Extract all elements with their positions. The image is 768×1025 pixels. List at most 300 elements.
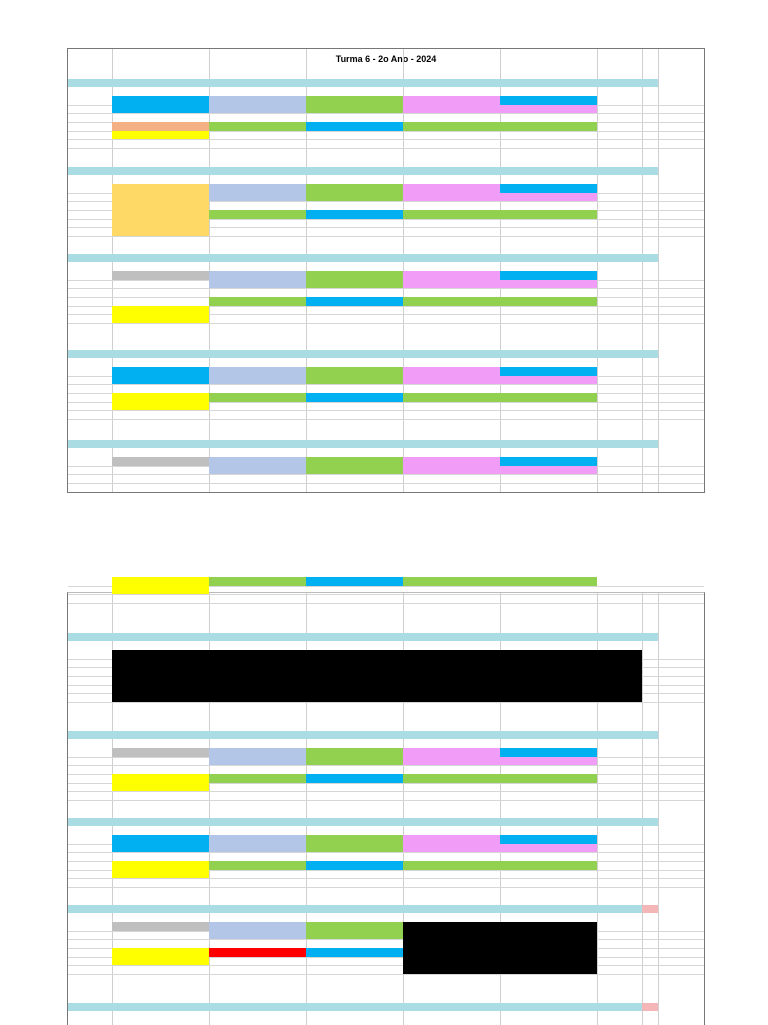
week-label bbox=[68, 176, 112, 184]
dl-value bbox=[642, 829, 658, 837]
day-header bbox=[112, 79, 209, 87]
schedule-item bbox=[306, 861, 403, 870]
day-header bbox=[597, 350, 642, 358]
dl-value bbox=[642, 1014, 658, 1022]
time-slot bbox=[68, 393, 112, 401]
time-slot bbox=[68, 650, 112, 658]
time-slot bbox=[68, 306, 112, 314]
dl-marker bbox=[642, 633, 658, 641]
time-slot bbox=[68, 835, 112, 843]
schedule-item bbox=[500, 748, 597, 757]
time-slot bbox=[68, 948, 112, 956]
time-slot bbox=[68, 105, 112, 113]
week-label bbox=[68, 1012, 112, 1020]
schedule-item bbox=[306, 577, 403, 586]
time-slot bbox=[68, 586, 112, 594]
day-header bbox=[209, 79, 306, 87]
schedule-item bbox=[403, 271, 500, 288]
schedule-item bbox=[209, 210, 306, 219]
day-header bbox=[500, 440, 597, 448]
schedule-item bbox=[112, 861, 209, 870]
schedule-item bbox=[403, 367, 500, 384]
module-label bbox=[68, 254, 112, 262]
time-slot bbox=[68, 667, 112, 675]
row-line bbox=[68, 323, 704, 324]
time-slot bbox=[68, 774, 112, 782]
schedule-item bbox=[112, 402, 209, 411]
day-header bbox=[112, 167, 209, 175]
date-cell bbox=[597, 359, 642, 367]
date-cell bbox=[597, 740, 642, 748]
schedule-item bbox=[500, 466, 597, 475]
time-slot bbox=[68, 922, 112, 930]
dl-marker bbox=[642, 440, 658, 448]
row-line bbox=[68, 288, 704, 289]
row-line bbox=[68, 148, 704, 149]
time-slot bbox=[68, 139, 112, 147]
module-label bbox=[68, 350, 112, 358]
row-line bbox=[68, 113, 704, 114]
dl-marker bbox=[642, 254, 658, 262]
date-cell bbox=[112, 642, 209, 650]
schedule-item bbox=[112, 457, 209, 466]
schedule-item bbox=[306, 367, 403, 384]
day-header bbox=[306, 79, 403, 87]
dl-marker bbox=[642, 818, 658, 826]
date-cell bbox=[403, 88, 500, 96]
time-slot bbox=[68, 314, 112, 322]
row-line bbox=[68, 852, 704, 853]
schedule-item bbox=[403, 748, 500, 765]
date-cell bbox=[112, 359, 209, 367]
schedule-item bbox=[112, 783, 209, 792]
dl-value bbox=[642, 644, 658, 652]
schedule-item bbox=[500, 105, 597, 114]
schedule-item bbox=[209, 931, 306, 940]
schedule-item bbox=[209, 774, 306, 783]
row-line bbox=[68, 594, 704, 595]
module-label bbox=[68, 905, 112, 913]
row-line bbox=[68, 384, 704, 385]
time-slot bbox=[68, 219, 112, 227]
date-cell bbox=[209, 449, 306, 457]
time-slot bbox=[68, 402, 112, 410]
day-header bbox=[403, 731, 500, 739]
time-slot bbox=[68, 457, 112, 465]
date-cell bbox=[500, 827, 597, 835]
date-cell bbox=[306, 176, 403, 184]
week-label bbox=[68, 827, 112, 835]
date-cell bbox=[500, 88, 597, 96]
schedule-item bbox=[209, 297, 306, 306]
schedule-item bbox=[112, 577, 209, 586]
schedule-item bbox=[500, 367, 597, 376]
schedule-item bbox=[403, 922, 500, 974]
row-line bbox=[68, 887, 704, 888]
schedule-item bbox=[209, 122, 306, 131]
schedule-item bbox=[500, 96, 597, 105]
schedule-item bbox=[306, 748, 403, 765]
time-slot bbox=[68, 201, 112, 209]
date-cell bbox=[306, 359, 403, 367]
day-header bbox=[112, 633, 209, 641]
date-cell bbox=[403, 359, 500, 367]
time-slot bbox=[68, 931, 112, 939]
date-cell bbox=[209, 176, 306, 184]
date-cell bbox=[597, 176, 642, 184]
day-header bbox=[403, 254, 500, 262]
date-cell bbox=[597, 263, 642, 271]
schedule-item bbox=[112, 948, 209, 957]
grid-line bbox=[642, 593, 643, 1025]
module-label bbox=[68, 1003, 112, 1011]
schedule-item bbox=[306, 393, 403, 402]
day-header bbox=[597, 254, 642, 262]
schedule-item bbox=[112, 184, 209, 236]
schedule-item bbox=[306, 457, 403, 474]
day-header bbox=[209, 633, 306, 641]
day-header bbox=[112, 1003, 209, 1011]
time-slot bbox=[68, 757, 112, 765]
schedule-item bbox=[112, 870, 209, 879]
date-cell bbox=[112, 914, 209, 922]
date-cell bbox=[597, 827, 642, 835]
schedule-item bbox=[112, 271, 209, 280]
date-cell bbox=[209, 827, 306, 835]
date-cell bbox=[209, 642, 306, 650]
schedule-item bbox=[209, 280, 306, 289]
schedule-item bbox=[306, 835, 403, 852]
schedule-item bbox=[403, 122, 500, 131]
time-slot bbox=[68, 184, 112, 192]
week-label bbox=[68, 642, 112, 650]
time-slot bbox=[68, 410, 112, 418]
module-label bbox=[68, 818, 112, 826]
date-cell bbox=[500, 642, 597, 650]
day-header bbox=[403, 905, 500, 913]
schedule-item bbox=[306, 948, 403, 957]
schedule-item bbox=[500, 184, 597, 193]
date-cell bbox=[306, 449, 403, 457]
day-header bbox=[500, 350, 597, 358]
schedule-item bbox=[500, 457, 597, 466]
day-header bbox=[112, 440, 209, 448]
day-header bbox=[597, 167, 642, 175]
week-label bbox=[68, 740, 112, 748]
dl-marker bbox=[642, 167, 658, 175]
day-header bbox=[597, 440, 642, 448]
day-header bbox=[500, 818, 597, 826]
time-slot bbox=[68, 367, 112, 375]
date-cell bbox=[306, 740, 403, 748]
date-cell bbox=[500, 914, 597, 922]
day-header bbox=[306, 905, 403, 913]
time-slot bbox=[68, 288, 112, 296]
page-title: Turma 6 - 2o Ano - 2024 bbox=[335, 54, 437, 64]
time-slot bbox=[68, 878, 112, 886]
date-cell bbox=[500, 449, 597, 457]
date-cell bbox=[597, 914, 642, 922]
schedule-item bbox=[403, 457, 500, 474]
schedule-item bbox=[209, 757, 306, 766]
date-cell bbox=[403, 827, 500, 835]
row-line bbox=[68, 765, 704, 766]
time-slot bbox=[68, 965, 112, 973]
schedule-item bbox=[403, 297, 500, 306]
schedule-item bbox=[209, 393, 306, 402]
schedule-item bbox=[209, 376, 306, 385]
time-slot bbox=[68, 765, 112, 773]
row-line bbox=[68, 878, 704, 879]
time-slot bbox=[68, 844, 112, 852]
day-header bbox=[112, 731, 209, 739]
time-slot bbox=[68, 870, 112, 878]
schedule-item bbox=[403, 393, 500, 402]
date-cell bbox=[112, 449, 209, 457]
date-cell bbox=[306, 642, 403, 650]
module-label bbox=[68, 79, 112, 87]
row-line bbox=[68, 974, 704, 975]
week-label bbox=[68, 88, 112, 96]
day-header bbox=[306, 167, 403, 175]
schedule-item bbox=[403, 96, 500, 113]
date-cell bbox=[306, 263, 403, 271]
schedule-item bbox=[500, 757, 597, 766]
module-label bbox=[68, 633, 112, 641]
schedule-item bbox=[500, 774, 597, 783]
day-header bbox=[597, 905, 642, 913]
time-slot bbox=[68, 474, 112, 482]
row-line bbox=[68, 419, 704, 420]
date-cell bbox=[112, 827, 209, 835]
dl-header bbox=[642, 79, 658, 87]
day-header bbox=[306, 818, 403, 826]
dl-marker bbox=[642, 731, 658, 739]
time-slot bbox=[68, 193, 112, 201]
dl-value bbox=[642, 451, 658, 459]
schedule-item bbox=[209, 96, 306, 105]
schedule-item bbox=[306, 774, 403, 783]
date-cell bbox=[209, 914, 306, 922]
schedule-item bbox=[112, 367, 209, 376]
date-cell bbox=[403, 449, 500, 457]
schedule-item bbox=[209, 105, 306, 114]
time-slot bbox=[68, 957, 112, 965]
row-line bbox=[68, 702, 704, 703]
schedule-item bbox=[112, 844, 209, 853]
day-header bbox=[403, 633, 500, 641]
day-header bbox=[209, 167, 306, 175]
schedule-item bbox=[306, 184, 403, 201]
time-slot bbox=[68, 939, 112, 947]
date-cell bbox=[112, 176, 209, 184]
row-line bbox=[68, 139, 704, 140]
schedule-item bbox=[112, 306, 209, 315]
schedule-page-2 bbox=[67, 592, 705, 1025]
date-cell bbox=[112, 263, 209, 271]
schedule-item bbox=[112, 393, 209, 402]
date-cell bbox=[209, 1012, 306, 1020]
schedule-item bbox=[112, 96, 209, 105]
schedule-item bbox=[209, 577, 306, 586]
module-label bbox=[68, 167, 112, 175]
date-cell bbox=[306, 827, 403, 835]
dl-marker bbox=[642, 350, 658, 358]
time-slot bbox=[68, 852, 112, 860]
schedule-item bbox=[403, 774, 500, 783]
schedule-item bbox=[209, 948, 306, 957]
schedule-item bbox=[112, 131, 209, 140]
day-header bbox=[209, 818, 306, 826]
dl-value bbox=[642, 916, 658, 924]
row-line bbox=[68, 410, 704, 411]
schedule-item bbox=[112, 957, 209, 966]
schedule-item bbox=[500, 376, 597, 385]
schedule-item bbox=[500, 577, 597, 586]
date-cell bbox=[306, 88, 403, 96]
grid-line bbox=[658, 49, 659, 492]
time-slot bbox=[68, 466, 112, 474]
date-cell bbox=[597, 1012, 642, 1020]
row-line bbox=[68, 603, 704, 604]
day-header bbox=[597, 818, 642, 826]
schedule-item bbox=[403, 577, 500, 586]
time-slot bbox=[68, 594, 112, 602]
row-line bbox=[68, 474, 704, 475]
week-label bbox=[68, 263, 112, 271]
schedule-item bbox=[500, 835, 597, 844]
time-slot bbox=[68, 297, 112, 305]
date-cell bbox=[500, 1012, 597, 1020]
date-cell bbox=[112, 88, 209, 96]
day-header bbox=[500, 254, 597, 262]
day-header bbox=[500, 1003, 597, 1011]
day-header bbox=[403, 818, 500, 826]
schedule-item bbox=[112, 586, 209, 595]
dl-marker bbox=[642, 905, 658, 913]
schedule-item bbox=[209, 367, 306, 376]
row-line bbox=[68, 236, 704, 237]
day-header bbox=[597, 1003, 642, 1011]
schedule-item bbox=[112, 314, 209, 323]
schedule-item bbox=[209, 271, 306, 280]
schedule-item bbox=[306, 96, 403, 113]
day-header bbox=[306, 440, 403, 448]
time-slot bbox=[68, 783, 112, 791]
time-slot bbox=[68, 685, 112, 693]
date-cell bbox=[209, 359, 306, 367]
day-header bbox=[597, 633, 642, 641]
day-header bbox=[403, 350, 500, 358]
day-header bbox=[112, 818, 209, 826]
date-cell bbox=[209, 263, 306, 271]
schedule-item bbox=[403, 210, 500, 219]
schedule-item bbox=[112, 105, 209, 114]
time-slot bbox=[68, 577, 112, 585]
time-slot bbox=[68, 384, 112, 392]
dl-value bbox=[642, 361, 658, 369]
time-slot bbox=[68, 131, 112, 139]
date-cell bbox=[403, 176, 500, 184]
dl-value bbox=[642, 742, 658, 750]
schedule-item bbox=[306, 210, 403, 219]
schedule-item bbox=[500, 210, 597, 219]
day-header bbox=[597, 79, 642, 87]
time-slot bbox=[68, 676, 112, 684]
day-header bbox=[306, 254, 403, 262]
day-header bbox=[306, 350, 403, 358]
row-line bbox=[68, 483, 704, 484]
time-slot bbox=[68, 791, 112, 799]
time-slot bbox=[68, 280, 112, 288]
date-cell bbox=[112, 740, 209, 748]
date-cell bbox=[306, 1012, 403, 1020]
time-slot bbox=[68, 748, 112, 756]
date-cell bbox=[500, 740, 597, 748]
schedule-item bbox=[500, 280, 597, 289]
day-header bbox=[500, 731, 597, 739]
row-line bbox=[68, 791, 704, 792]
schedule-item bbox=[112, 835, 209, 844]
schedule-item bbox=[209, 466, 306, 475]
date-cell bbox=[403, 740, 500, 748]
schedule-item bbox=[112, 748, 209, 757]
day-header bbox=[500, 79, 597, 87]
dl-value bbox=[642, 178, 658, 186]
day-header bbox=[209, 905, 306, 913]
day-header bbox=[500, 633, 597, 641]
date-cell bbox=[403, 642, 500, 650]
schedule-item bbox=[209, 922, 306, 931]
schedule-item bbox=[306, 122, 403, 131]
schedule-item bbox=[500, 393, 597, 402]
week-label bbox=[68, 914, 112, 922]
date-cell bbox=[597, 88, 642, 96]
schedule-item bbox=[500, 844, 597, 853]
schedule-item bbox=[500, 861, 597, 870]
day-header bbox=[112, 350, 209, 358]
day-header bbox=[209, 350, 306, 358]
schedule-item bbox=[209, 844, 306, 853]
day-header bbox=[306, 1003, 403, 1011]
dl-value bbox=[642, 90, 658, 98]
grid-line bbox=[658, 593, 659, 1025]
day-header bbox=[209, 1003, 306, 1011]
day-header bbox=[112, 905, 209, 913]
day-header bbox=[403, 167, 500, 175]
time-slot bbox=[68, 693, 112, 701]
schedule-item bbox=[500, 122, 597, 131]
schedule-item bbox=[500, 271, 597, 280]
time-slot bbox=[68, 861, 112, 869]
row-line bbox=[68, 800, 704, 801]
holiday-block bbox=[112, 650, 642, 702]
date-cell bbox=[597, 642, 642, 650]
schedule-item bbox=[306, 271, 403, 288]
week-label bbox=[68, 359, 112, 367]
day-header bbox=[209, 731, 306, 739]
date-cell bbox=[403, 263, 500, 271]
schedule-item bbox=[403, 861, 500, 870]
time-slot bbox=[68, 113, 112, 121]
module-label bbox=[68, 731, 112, 739]
schedule-item bbox=[209, 184, 306, 193]
schedule-item bbox=[209, 748, 306, 757]
row-line bbox=[68, 965, 704, 966]
schedule-item bbox=[112, 922, 209, 931]
date-cell bbox=[209, 740, 306, 748]
day-header bbox=[306, 633, 403, 641]
